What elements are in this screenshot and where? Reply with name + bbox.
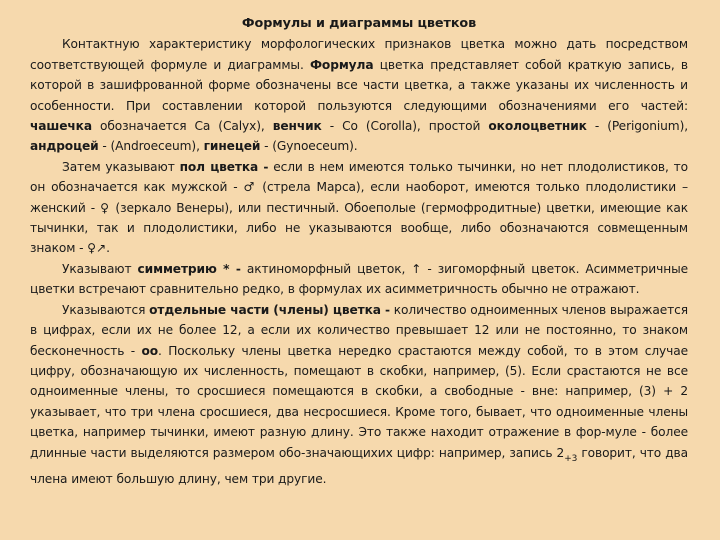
paragraph-flower-parts (30, 300, 688, 490)
text-span: обозначается Са (Calyx), (91, 119, 273, 134)
text-span: Указываются (62, 302, 150, 317)
paragraph-formula-intro (30, 34, 688, 156)
text-span: актиноморфный цветок, ↑ - зигоморфный цветок. Асимметричные цветки встречают сравнительно редко, в формулах их асимметричность обычно не отражают. (30, 261, 688, 297)
formula-example (556, 445, 578, 464)
text-span: - (Perigonium), (586, 119, 688, 134)
bold-term: андроцей (30, 139, 99, 154)
text-span: Контактную характеристику морфологических признаков цветка можно дать посредством соответствующей формуле и диаграммы. (30, 37, 688, 72)
text-span: . Поскольку члены цветка нередко срастаются между собой, то в этом случае цифру, обозначающую их численность, помещают в скобки, например, (5). Если срастаются не все одноименные члены, то сросшиеся помещаются в скобки, а свободные - вне: например, (3) + 2 указывает, что три члена сросшиеся, два несросшиеся. Кроме того, бывает, что одноименные члены цветка, например тычинки, имеют разную длину. Это также находит отражение в фор-муле - более длинные части выделяются размером обо-значающихих цифр: например, запись (30, 343, 688, 460)
bold-term: симметрию * - (137, 261, 241, 276)
bold-term: отдельные части (члены) цветка - (149, 302, 390, 317)
bold-term: гинецей (203, 139, 261, 154)
bold-term: чашечка (30, 119, 92, 134)
text-span: - (Gynoeceum). (260, 139, 358, 154)
text-span: - Со (Corolla), простой (321, 119, 489, 134)
bold-term: венчик (272, 119, 322, 134)
text-span: Затем указывают (62, 159, 180, 174)
formula-subscript: +3 (564, 453, 578, 464)
text-span: количество одноименных членов выражается в цифрах, если их не более 12, а если их количество превышает 12 или не постоянно, то знаком бесконечность - (30, 302, 688, 358)
text-span: если в нем имеются только тычинки, но нет плодолистиков, то он обозначается как мужской - ♂ (стрела Марса), если наоборот, имеются только плодолистики – женский - ♀ (зеркало Венеры), или пестичный. Обоеполые (гермофродитные) цветки, имеющие как тычинки, так и плодолистики, либо не указываются вообще, либо обозначаются совмещенным знаком - ♀↗. (30, 159, 688, 256)
bold-term: Формула (309, 57, 374, 72)
paragraph-symmetry (30, 259, 688, 300)
text-span: цветка представляет собой краткую запись, в которой в зашифрованной форме обозначены все части цветка, а также указаны их численность и особенности. При составлении которой пользуются следующими обозначениями его частей: (30, 57, 688, 113)
text-span: Указывают (62, 261, 138, 276)
text-span: говорит, что два члена имеют большую длину, чем три другие. (30, 445, 688, 486)
document-page (30, 14, 688, 489)
bold-term: оо (141, 343, 159, 358)
bold-term: пол цветка - (179, 159, 269, 174)
paragraph-flower-sex (30, 157, 688, 259)
bold-term: околоцветник (488, 119, 587, 134)
text-span: - (Androeceum), (98, 139, 204, 154)
formula-main: 2 (556, 445, 565, 460)
document-title: Формулы и диаграммы цветков (241, 16, 477, 31)
